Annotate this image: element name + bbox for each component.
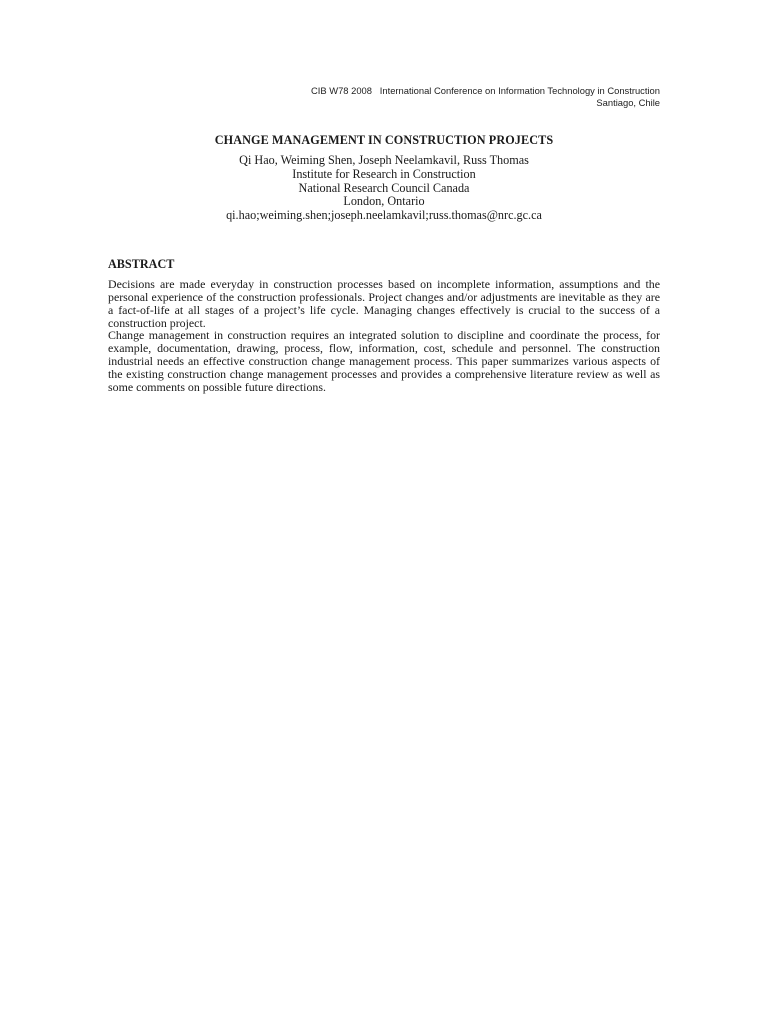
location-line: Santiago, Chile [596, 97, 660, 108]
affiliation-institute: Institute for Research in Construction [292, 166, 476, 181]
author-emails: qi.hao;weiming.shen;joseph.neelamkavil;russ.thomas@nrc.gc.ca [226, 208, 542, 223]
affiliation-city: London, Ontario [343, 194, 425, 209]
running-header [311, 85, 660, 109]
abstract-paragraph: Change management in construction requires an integrated solution to discipline and coordinate the process, for example, documentation, drawing, process, flow, information, cost, schedule and personnel. The construction industrial needs an effective construction change management process. This paper summarizes various aspects of the existing construction change management processes and provides a comprehensive literature review as well as some comments on possible future directions. [108, 328, 660, 394]
abstract-heading: ABSTRACT [108, 257, 175, 271]
affiliation-council: National Research Council Canada [298, 180, 470, 195]
title-block [108, 133, 660, 223]
author-list: Qi Hao, Weiming Shen, Joseph Neelamkavil, Russ Thomas [239, 153, 529, 167]
paper-title: CHANGE MANAGEMENT IN CONSTRUCTION PROJECTS [214, 133, 554, 147]
abstract-paragraph: Decisions are made everyday in construction processes based on incomplete information, assumptions and the personal experience of the construction professionals. Project changes and/or adjustments are inevitable as they are a fact-of-life at all stages of a project’s life cycle. Managing changes effectively is crucial to the success of a construction project. [108, 277, 660, 330]
conference-line: CIB W78 2008 International Conference on Information Technology in Construction [311, 85, 660, 96]
abstract-body [108, 278, 660, 394]
